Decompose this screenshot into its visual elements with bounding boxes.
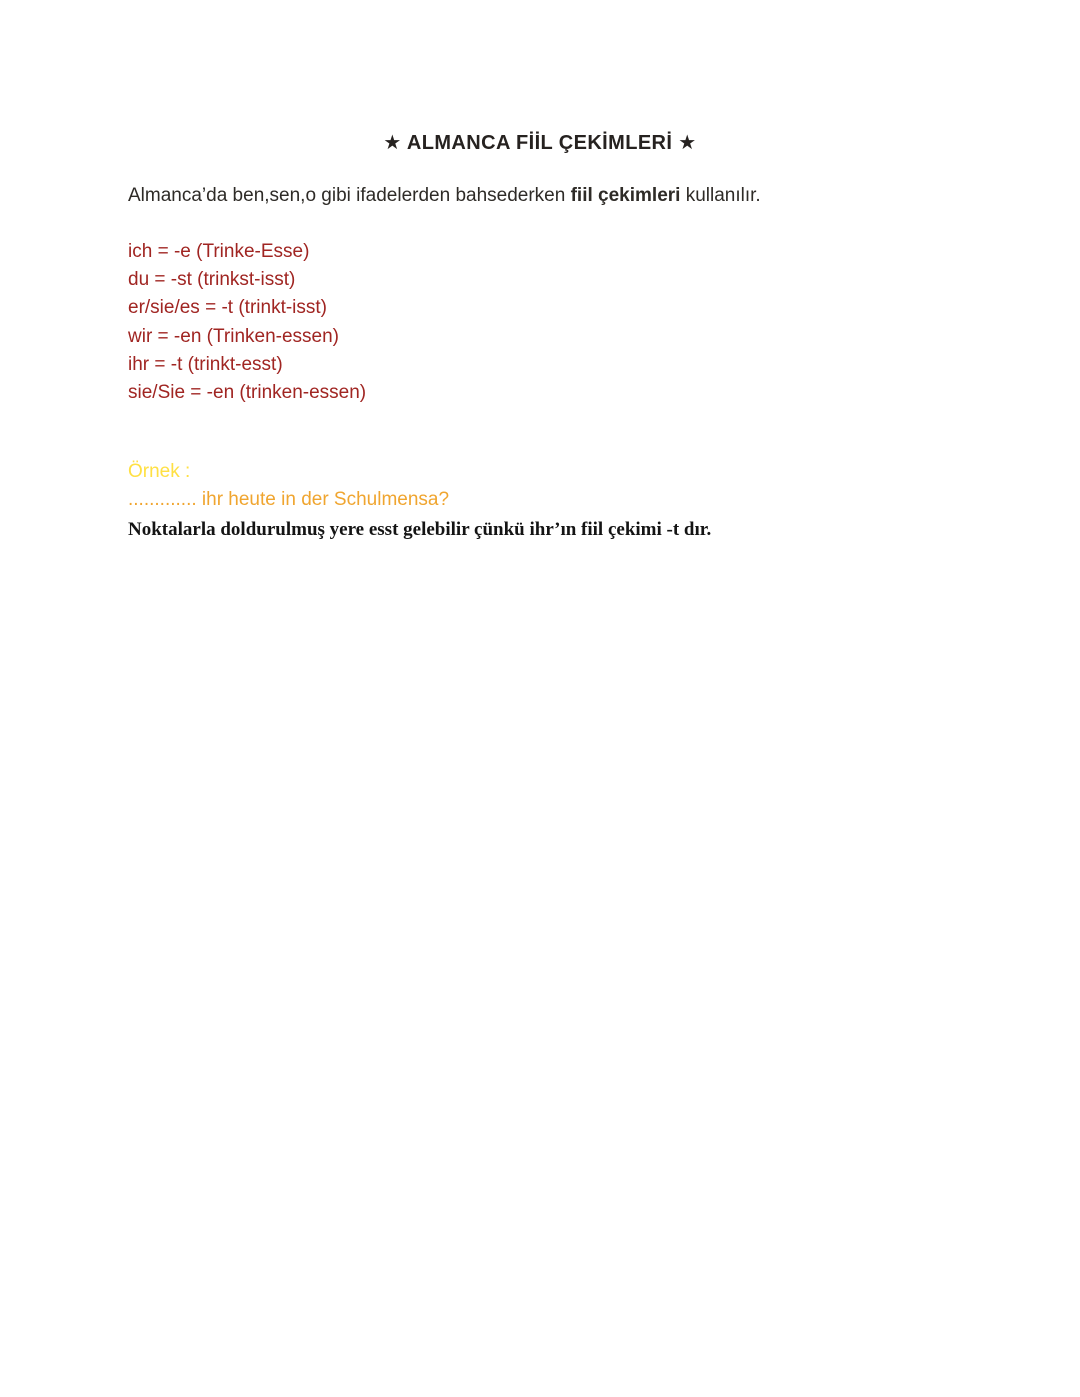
example-question: ............. ihr heute in der Schulmensa?	[128, 489, 450, 510]
intro-paragraph	[128, 184, 980, 208]
conjugation-line-wir: wir = -en (Trinken-essen)	[128, 325, 339, 347]
page-title: ★ ALMANCA FİİL ÇEKİMLERİ ★	[383, 132, 697, 154]
conjugation-list	[128, 238, 366, 407]
example-explanation: Noktalarla doldurulmuş yere esst gelebilir çünkü ihr’ın fiil çekimi -t dır.	[128, 519, 712, 540]
conjugation-line-ihr: ihr = -t (trinkt-esst)	[128, 353, 283, 375]
intro-text-before: Almanca’da ben,sen,o gibi ifadelerden bahsederken	[128, 185, 571, 206]
conjugation-line-sie-plural: sie/Sie = -en (trinken-essen)	[128, 382, 367, 404]
conjugation-line-du: du = -st (trinkst-isst)	[128, 269, 296, 291]
intro-text-after: kullanılır.	[680, 185, 761, 206]
conjugation-line-er-sie-es: er/sie/es = -t (trinkt-isst)	[128, 297, 327, 319]
conjugation-line-ich: ich = -e (Trinke-Esse)	[128, 241, 310, 262]
example-label: Örnek :	[128, 461, 191, 482]
intro-text-bold: fiil çekimleri	[570, 185, 681, 206]
